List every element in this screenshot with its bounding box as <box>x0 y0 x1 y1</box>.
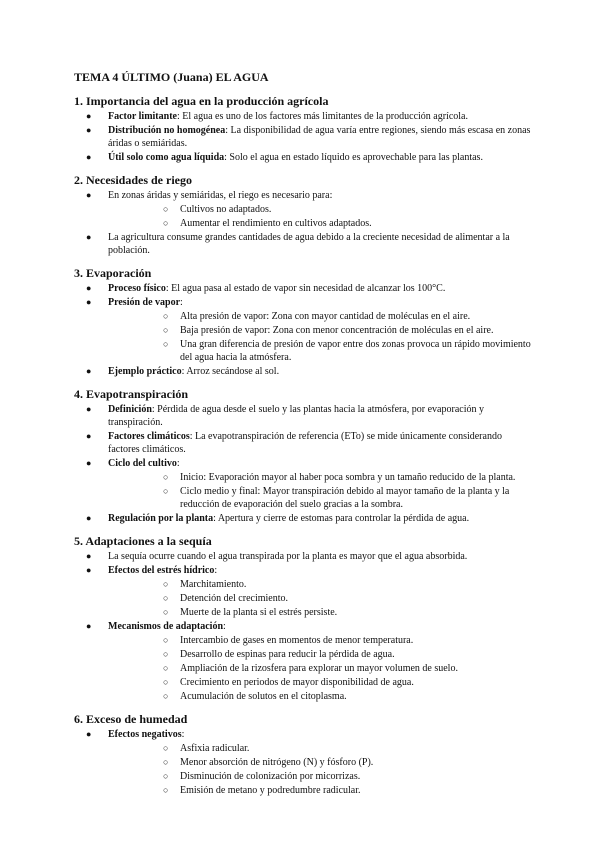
sub-item-text: Menor absorción de nitrógeno (N) y fósforo (P). <box>180 757 374 768</box>
document-page <box>74 70 534 798</box>
bullet-icon: ● <box>86 513 92 523</box>
item-term: Factores climáticos <box>108 431 190 442</box>
sub-bullet-list <box>108 310 534 364</box>
item-text: : <box>180 297 183 308</box>
hollow-bullet-icon: ○ <box>163 635 169 645</box>
sub-list-item <box>108 606 534 619</box>
sub-item-text: Ampliación de la rizosfera para explorar un mayor volumen de suelo. <box>180 663 458 674</box>
item-text: : <box>214 565 218 576</box>
item-term: Distribución no homogénea <box>108 125 226 136</box>
item-text: : <box>176 458 180 469</box>
list-item <box>74 282 534 295</box>
sub-list-item <box>108 756 534 769</box>
sub-item-text: Detención del crecimiento. <box>180 593 289 604</box>
bullet-icon: ● <box>86 190 92 200</box>
sub-item-text: Crecimiento en periodos de mayor disponibilidad de agua. <box>180 677 414 688</box>
list-item <box>74 110 534 123</box>
sub-list-item <box>108 217 534 230</box>
document-title: TEMA 4 ÚLTIMO (Juana) EL AGUA <box>74 70 269 84</box>
sub-list-item <box>108 485 534 511</box>
sub-list-item <box>108 203 534 216</box>
item-term: Efectos negativos <box>108 729 182 740</box>
sub-item-text: Cultivos no adaptados. <box>180 204 272 215</box>
sub-list-item <box>108 634 534 647</box>
item-text: : Pérdida de agua desde el suelo y las plantas hacia la atmósfera, por evaporación y transpiración. <box>108 404 484 428</box>
hollow-bullet-icon: ○ <box>163 472 169 482</box>
bullet-icon: ● <box>86 283 92 293</box>
sub-list-item <box>108 662 534 675</box>
item-term: Definición <box>108 404 152 415</box>
item-text: En zonas áridas y semiáridas, el riego es necesario para: <box>108 190 333 201</box>
item-text: : Apertura y cierre de estomas para controlar la pérdida de agua. <box>213 513 470 524</box>
sub-item-text: Disminución de colonización por micorrizas. <box>180 771 361 782</box>
sub-item-text: Desarrollo de espinas para reducir la pérdida de agua. <box>180 649 395 660</box>
bullet-icon: ● <box>86 431 92 441</box>
item-text: : <box>223 621 226 632</box>
section <box>74 387 534 525</box>
item-term: Efectos del estrés hídrico <box>108 565 215 576</box>
sub-bullet-list <box>108 203 534 230</box>
hollow-bullet-icon: ○ <box>163 607 169 617</box>
bullet-icon: ● <box>86 729 92 739</box>
bullet-list <box>74 403 534 525</box>
bullet-list <box>74 110 534 164</box>
sub-bullet-list <box>108 742 534 797</box>
item-term: Factor limitante <box>108 111 177 122</box>
item-text: : Arroz secándose al sol. <box>181 366 280 377</box>
sub-list-item <box>108 690 534 703</box>
hollow-bullet-icon: ○ <box>163 743 169 753</box>
item-term: Proceso físico <box>108 283 166 294</box>
section <box>74 266 534 378</box>
hollow-bullet-icon: ○ <box>163 757 169 767</box>
section-heading: 3. Evaporación <box>74 266 152 280</box>
hollow-bullet-icon: ○ <box>163 486 169 496</box>
sub-list-item <box>108 338 534 364</box>
sub-bullet-list <box>108 578 534 619</box>
sub-list-item <box>108 742 534 755</box>
list-item <box>74 564 534 619</box>
section <box>74 94 534 164</box>
hollow-bullet-icon: ○ <box>163 677 169 687</box>
sub-item-text: Una gran diferencia de presión de vapor entre dos zonas provoca un rápido movimiento del agua hacia la atmósfera. <box>180 339 531 363</box>
sub-item-text: Aumentar el rendimiento en cultivos adaptados. <box>180 218 372 229</box>
sub-item-text: Inicio: Evaporación mayor al haber poca sombra y un tamaño reducido de la planta. <box>180 472 516 483</box>
hollow-bullet-icon: ○ <box>163 325 169 335</box>
hollow-bullet-icon: ○ <box>163 204 169 214</box>
list-item <box>74 728 534 797</box>
sub-list-item <box>108 676 534 689</box>
list-item <box>74 189 534 230</box>
sub-list-item <box>108 310 534 323</box>
sub-item-text: Baja presión de vapor: Zona con menor concentración de moléculas en el aire. <box>180 325 494 336</box>
bullet-icon: ● <box>86 125 92 135</box>
section-heading: 4. Evapotranspiración <box>74 387 189 401</box>
sections-container <box>74 94 534 797</box>
bullet-list <box>74 189 534 257</box>
hollow-bullet-icon: ○ <box>163 785 169 795</box>
bullet-icon: ● <box>86 621 92 631</box>
list-item <box>74 296 534 364</box>
section <box>74 534 534 703</box>
section <box>74 712 534 797</box>
item-text: : La disponibilidad de agua varía entre regiones, siendo más escasa en zonas áridas o semiáridas. <box>108 125 531 149</box>
hollow-bullet-icon: ○ <box>163 218 169 228</box>
bullet-icon: ● <box>86 565 92 575</box>
list-item <box>74 512 534 525</box>
sub-item-text: Muerte de la planta si el estrés persiste. <box>180 607 338 618</box>
hollow-bullet-icon: ○ <box>163 691 169 701</box>
hollow-bullet-icon: ○ <box>163 311 169 321</box>
bullet-icon: ● <box>86 551 92 561</box>
list-item <box>74 124 534 150</box>
bullet-list <box>74 728 534 797</box>
item-text: : Solo el agua en estado líquido es aprovechable para las plantas. <box>224 152 483 163</box>
item-text: : La evapotranspiración de referencia (ETo) se mide únicamente considerando factores climáticos. <box>108 431 502 455</box>
item-term: Regulación por la planta <box>108 513 214 524</box>
section-heading: 5. Adaptaciones a la sequía <box>74 534 212 548</box>
sub-item-text: Intercambio de gases en momentos de menor temperatura. <box>180 635 414 646</box>
sub-list-item <box>108 578 534 591</box>
item-text: La agricultura consume grandes cantidades de agua debido a la creciente necesidad de alimentar a la población. <box>108 232 510 256</box>
item-text: : <box>181 729 185 740</box>
item-term: Presión de vapor <box>108 297 181 308</box>
bullet-icon: ● <box>86 366 92 376</box>
hollow-bullet-icon: ○ <box>163 339 169 349</box>
sub-list-item <box>108 784 534 797</box>
list-item <box>74 457 534 511</box>
bullet-icon: ● <box>86 458 92 468</box>
sub-list-item <box>108 770 534 783</box>
item-term: Útil solo como agua líquida <box>108 152 225 163</box>
hollow-bullet-icon: ○ <box>163 649 169 659</box>
sub-item-text: Alta presión de vapor: Zona con mayor cantidad de moléculas en el aire. <box>180 311 471 322</box>
sub-list-item <box>108 592 534 605</box>
item-text: : El agua es uno de los factores más limitantes de la producción agrícola. <box>176 111 468 122</box>
item-text: La sequía ocurre cuando el agua transpirada por la planta es mayor que el agua absorbida. <box>108 551 468 562</box>
sub-item-text: Emisión de metano y podredumbre radicular. <box>180 785 361 796</box>
bullet-icon: ● <box>86 232 92 242</box>
bullet-icon: ● <box>86 404 92 414</box>
hollow-bullet-icon: ○ <box>163 593 169 603</box>
item-term: Ciclo del cultivo <box>108 458 177 469</box>
list-item <box>74 403 534 429</box>
section-heading: 6. Exceso de humedad <box>74 712 188 726</box>
list-item <box>74 550 534 563</box>
sub-bullet-list <box>108 471 534 511</box>
sub-item-text: Ciclo medio y final: Mayor transpiración debido al mayor tamaño de la planta y la reducción de evaporación del suelo gracias a la sombra. <box>180 486 510 510</box>
bullet-icon: ● <box>86 152 92 162</box>
list-item <box>74 151 534 164</box>
sub-item-text: Asfixia radicular. <box>180 743 250 754</box>
hollow-bullet-icon: ○ <box>163 663 169 673</box>
bullet-list <box>74 550 534 703</box>
bullet-icon: ● <box>86 111 92 121</box>
list-item <box>74 430 534 456</box>
list-item <box>74 365 534 378</box>
sub-list-item <box>108 648 534 661</box>
item-text: : El agua pasa al estado de vapor sin necesidad de alcanzar los 100°C. <box>165 283 446 294</box>
section <box>74 173 534 257</box>
bullet-list <box>74 282 534 378</box>
list-item <box>74 231 534 257</box>
sub-item-text: Marchitamiento. <box>180 579 247 590</box>
item-term: Mecanismos de adaptación <box>108 621 223 632</box>
sub-item-text: Acumulación de solutos en el citoplasma. <box>180 691 347 702</box>
section-heading: 2. Necesidades de riego <box>74 173 192 187</box>
item-term: Ejemplo práctico <box>108 366 182 377</box>
sub-bullet-list <box>108 634 534 703</box>
hollow-bullet-icon: ○ <box>163 579 169 589</box>
sub-list-item <box>108 324 534 337</box>
hollow-bullet-icon: ○ <box>163 771 169 781</box>
list-item <box>74 620 534 703</box>
section-heading: 1. Importancia del agua en la producción agrícola <box>74 94 329 108</box>
bullet-icon: ● <box>86 297 92 307</box>
sub-list-item <box>108 471 534 484</box>
